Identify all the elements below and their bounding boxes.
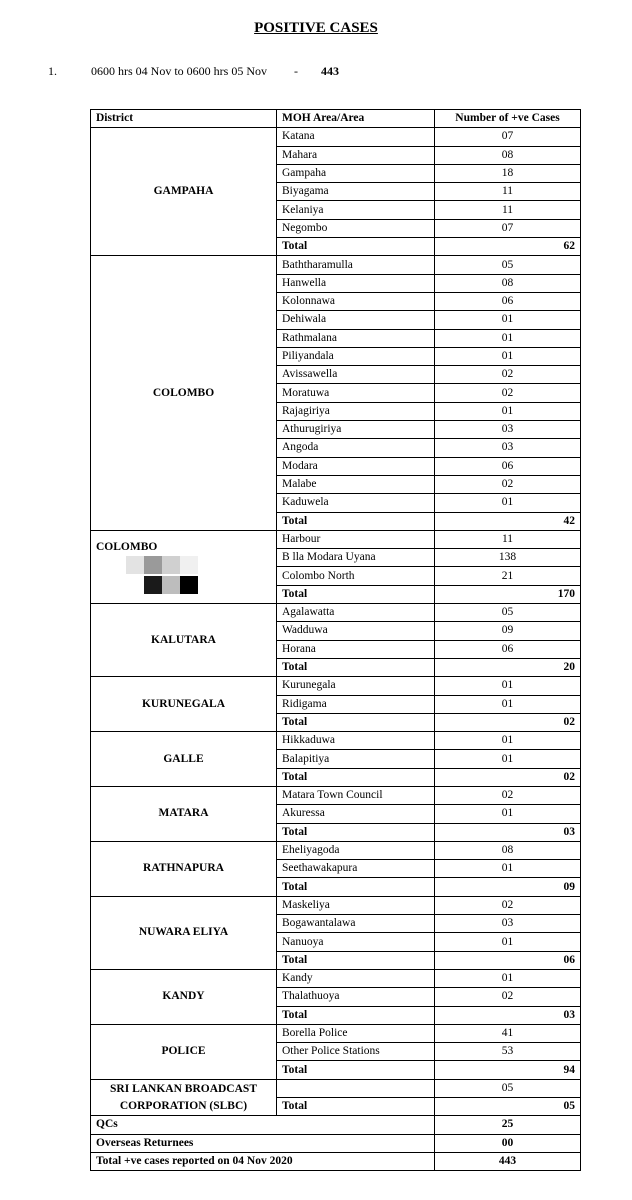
district-total-value: 03 <box>435 1006 581 1024</box>
period-range: 0600 hrs 04 Nov to 0600 hrs 05 Nov <box>91 64 267 78</box>
district-total-value: 05 <box>435 1098 581 1116</box>
case-count-cell: 01 <box>435 494 581 512</box>
case-count-cell: 21 <box>435 567 581 585</box>
cases-table <box>90 109 581 1171</box>
item-number: 1. <box>48 64 57 78</box>
moh-area-cell: Eheliyagoda <box>277 841 435 859</box>
table-row <box>91 128 581 146</box>
district-cell: RATHNAPURA <box>91 841 277 896</box>
district-cell: GAMPAHA <box>91 128 277 256</box>
district-total-value: 94 <box>435 1061 581 1079</box>
moh-area-cell: Kandy <box>277 969 435 987</box>
case-count-cell: 02 <box>435 384 581 402</box>
moh-area-cell: Baththaramulla <box>277 256 435 274</box>
table-row <box>91 677 581 695</box>
total-label: Total <box>277 823 435 841</box>
case-count-cell: 11 <box>435 183 581 201</box>
case-count-cell: 01 <box>435 805 581 823</box>
moh-area-cell: Rathmalana <box>277 329 435 347</box>
total-label: Total <box>277 878 435 896</box>
table-row <box>91 732 581 750</box>
case-count-cell: 02 <box>435 786 581 804</box>
moh-area-cell: Kaduwela <box>277 494 435 512</box>
moh-area-cell: Angoda <box>277 439 435 457</box>
case-count-cell: 01 <box>435 677 581 695</box>
redaction-mark <box>98 556 218 594</box>
district-cell: MATARA <box>91 786 277 841</box>
table-row <box>91 896 581 914</box>
moh-area-cell: Negombo <box>277 219 435 237</box>
table-row <box>91 604 581 622</box>
moh-area-cell: Moratuwa <box>277 384 435 402</box>
case-count-cell: 06 <box>435 640 581 658</box>
district-cell <box>91 530 277 603</box>
moh-area-cell: Malabe <box>277 475 435 493</box>
district-cell: COLOMBO <box>91 256 277 530</box>
case-count-cell: 07 <box>435 128 581 146</box>
case-count-cell: 01 <box>435 750 581 768</box>
summary-label: QCs <box>91 1116 435 1134</box>
moh-area-cell <box>277 1079 435 1097</box>
moh-area-cell: Biyagama <box>277 183 435 201</box>
district-total-value: 02 <box>435 768 581 786</box>
moh-area-cell: Agalawatta <box>277 604 435 622</box>
moh-area-cell: Bogawantalawa <box>277 915 435 933</box>
table-row <box>91 969 581 987</box>
summary-value: 25 <box>435 1116 581 1134</box>
district-cell: KURUNEGALA <box>91 677 277 732</box>
case-count-cell: 01 <box>435 311 581 329</box>
moh-area-cell: Kurunegala <box>277 677 435 695</box>
total-label: Total <box>277 585 435 603</box>
case-count-cell: 01 <box>435 329 581 347</box>
total-label: Total <box>277 768 435 786</box>
case-count-cell: 01 <box>435 860 581 878</box>
summary-label: Total +ve cases reported on 04 Nov 2020 <box>91 1152 435 1170</box>
case-count-cell: 08 <box>435 274 581 292</box>
case-count-cell: 01 <box>435 969 581 987</box>
moh-area-cell: Thalathuoya <box>277 988 435 1006</box>
total-label: Total <box>277 1006 435 1024</box>
case-count-cell: 05 <box>435 1079 581 1097</box>
total-label: Total <box>277 238 435 256</box>
period-dash: - <box>294 64 298 78</box>
case-count-cell: 03 <box>435 915 581 933</box>
case-count-cell: 53 <box>435 1043 581 1061</box>
case-count-cell: 18 <box>435 164 581 182</box>
district-total-value: 62 <box>435 238 581 256</box>
moh-area-cell: Kelaniya <box>277 201 435 219</box>
table-row <box>91 1024 581 1042</box>
district-cell: KALUTARA <box>91 604 277 677</box>
page-title: POSITIVE CASES <box>254 20 378 36</box>
case-count-cell: 02 <box>435 988 581 1006</box>
header-case-count: Number of +ve Cases <box>435 110 581 128</box>
district-cell: KANDY <box>91 969 277 1024</box>
case-count-cell: 02 <box>435 366 581 384</box>
reporting-period <box>48 64 339 79</box>
header-moh-area: MOH Area/Area <box>277 110 435 128</box>
moh-area-cell: Wadduwa <box>277 622 435 640</box>
district-total-value: 42 <box>435 512 581 530</box>
moh-area-cell: Horana <box>277 640 435 658</box>
district-total-value: 20 <box>435 658 581 676</box>
case-count-cell: 01 <box>435 732 581 750</box>
summary-row <box>91 1134 581 1152</box>
case-count-cell: 03 <box>435 421 581 439</box>
case-count-cell: 03 <box>435 439 581 457</box>
moh-area-cell: Nanuoya <box>277 933 435 951</box>
district-cell: NUWARA ELIYA <box>91 896 277 969</box>
case-count-cell: 01 <box>435 933 581 951</box>
moh-area-cell: Other Police Stations <box>277 1043 435 1061</box>
moh-area-cell: Avissawella <box>277 366 435 384</box>
table-row <box>91 256 581 274</box>
summary-value: 00 <box>435 1134 581 1152</box>
table-row <box>91 786 581 804</box>
moh-area-cell: Rajagiriya <box>277 402 435 420</box>
period-total: 443 <box>321 64 339 78</box>
district-total-value: 09 <box>435 878 581 896</box>
summary-value: 443 <box>435 1152 581 1170</box>
case-count-cell: 05 <box>435 604 581 622</box>
district-cell: POLICE <box>91 1024 277 1079</box>
table-header-row <box>91 110 581 128</box>
moh-area-cell: Modara <box>277 457 435 475</box>
case-count-cell: 02 <box>435 475 581 493</box>
case-count-cell: 11 <box>435 201 581 219</box>
case-count-cell: 05 <box>435 256 581 274</box>
case-count-cell: 138 <box>435 549 581 567</box>
case-count-cell: 09 <box>435 622 581 640</box>
total-label: Total <box>277 951 435 969</box>
summary-label: Overseas Returnees <box>91 1134 435 1152</box>
moh-area-cell: B lla Modara Uyana <box>277 549 435 567</box>
district-name: COLOMBO <box>96 541 158 554</box>
moh-area-cell: Borella Police <box>277 1024 435 1042</box>
total-label: Total <box>277 713 435 731</box>
total-label: Total <box>277 512 435 530</box>
case-count-cell: 08 <box>435 146 581 164</box>
table-row <box>91 530 581 548</box>
district-cell: GALLE <box>91 732 277 787</box>
moh-area-cell: Gampaha <box>277 164 435 182</box>
case-count-cell: 41 <box>435 1024 581 1042</box>
moh-area-cell: Matara Town Council <box>277 786 435 804</box>
moh-area-cell: Balapitiya <box>277 750 435 768</box>
district-total-value: 170 <box>435 585 581 603</box>
total-label: Total <box>277 658 435 676</box>
moh-area-cell: Kolonnawa <box>277 292 435 310</box>
moh-area-cell: Hanwella <box>277 274 435 292</box>
case-count-cell: 02 <box>435 896 581 914</box>
header-district: District <box>91 110 277 128</box>
district-total-value: 02 <box>435 713 581 731</box>
moh-area-cell: Dehiwala <box>277 311 435 329</box>
case-count-cell: 01 <box>435 347 581 365</box>
moh-area-cell: Seethawakapura <box>277 860 435 878</box>
case-count-cell: 01 <box>435 695 581 713</box>
moh-area-cell: Katana <box>277 128 435 146</box>
case-count-cell: 06 <box>435 457 581 475</box>
district-total-value: 06 <box>435 951 581 969</box>
table-row <box>91 1079 581 1097</box>
moh-area-cell: Athurugiriya <box>277 421 435 439</box>
summary-row <box>91 1116 581 1134</box>
table-row <box>91 841 581 859</box>
case-count-cell: 06 <box>435 292 581 310</box>
moh-area-cell: Ridigama <box>277 695 435 713</box>
case-count-cell: 07 <box>435 219 581 237</box>
moh-area-cell: Colombo North <box>277 567 435 585</box>
district-cell: SRI LANKAN BROADCAST CORPORATION (SLBC) <box>91 1079 277 1116</box>
moh-area-cell: Piliyandala <box>277 347 435 365</box>
summary-row <box>91 1152 581 1170</box>
table-body <box>91 128 581 1171</box>
moh-area-cell: Maskeliya <box>277 896 435 914</box>
total-label: Total <box>277 1061 435 1079</box>
moh-area-cell: Harbour <box>277 530 435 548</box>
moh-area-cell: Akuressa <box>277 805 435 823</box>
case-count-cell: 01 <box>435 402 581 420</box>
district-total-value: 03 <box>435 823 581 841</box>
moh-area-cell: Hikkaduwa <box>277 732 435 750</box>
moh-area-cell: Mahara <box>277 146 435 164</box>
case-count-cell: 08 <box>435 841 581 859</box>
case-count-cell: 11 <box>435 530 581 548</box>
total-label: Total <box>277 1098 435 1116</box>
